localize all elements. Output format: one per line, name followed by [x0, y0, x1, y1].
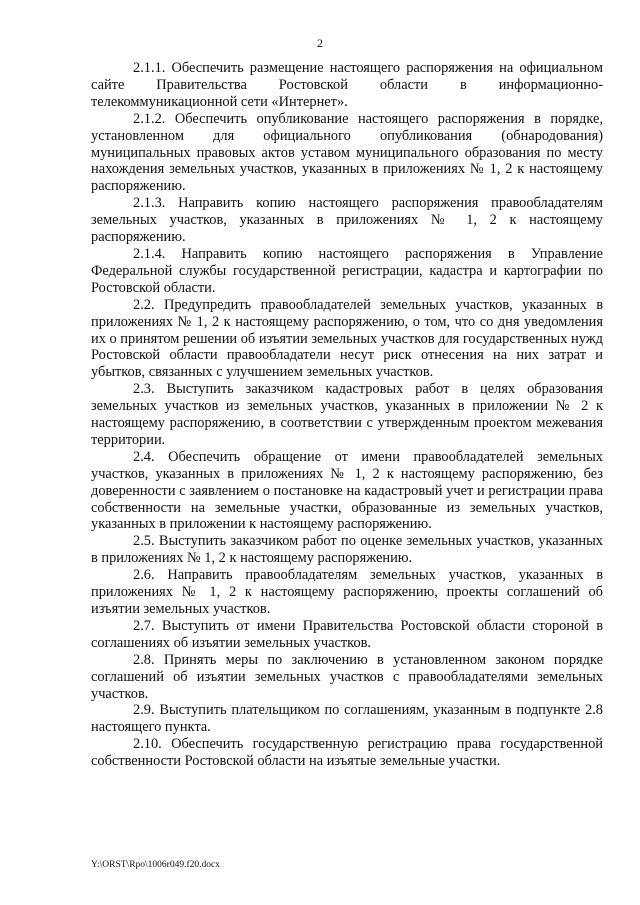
page-number: 2	[317, 36, 323, 50]
paragraph-2-4: 2.4. Обеспечить обращение от имени правообладателей земельных участков, указанных в приложениях № 1, 2 к настоящему распоряжению, без доверенности с заявлением о постановке на кадастровый учет и регистрации права собственности на земельные участки, образованные из земельных участков, указанных в приложении к настоящему распоряжению.	[91, 448, 603, 533]
paragraph-2-3: 2.3. Выступить заказчиком кадастровых работ в целях образования земельных участков из земельных участков, указанных в приложении № 2 к настоящему распоряжению, в соответствии с утвержденным проектом межевания территории.	[91, 381, 603, 448]
paragraph-2-6: 2.6. Направить правообладателям земельных участков, указанных в приложениях № 1, 2 к настоящему распоряжению, проекты соглашений об изъятии земельных участков.	[91, 567, 603, 617]
paragraph-2-8: 2.8. Принять меры по заключению в установленном законом порядке соглашений об изъятии земельных участков с правообладателями земельных участков.	[91, 651, 603, 702]
paragraph-2-1-1: 2.1.1. Обеспечить размещение настоящего распоряжения на официальном сайте Правительства Ростовской области в информационно-телекоммуникационной сети «Интернет».	[91, 60, 603, 110]
paragraph-2-5: 2.5. Выступить заказчиком работ по оценке земельных участков, указанных в приложениях № 1, 2 к настоящему распоряжению.	[91, 533, 603, 567]
paragraph-2-1-2: 2.1.2. Обеспечить опубликование настоящего распоряжения в порядке, установленном для официального опубликования (обнародования) муниципальных правовых актов уставом муниципального образования по месту нахождения земельных участков, указанных в приложениях № 1, 2 к настоящему распоряжению.	[91, 110, 603, 195]
document-body	[91, 60, 603, 770]
paragraph-2-10: 2.10. Обеспечить государственную регистрацию права государственной собственности Ростовской области на изъятые земельные участки.	[91, 736, 603, 770]
paragraph-2-9: 2.9. Выступить плательщиком по соглашениям, указанным в подпункте 2.8 настоящего пункта.	[91, 702, 603, 736]
paragraph-2-7: 2.7. Выступить от имени Правительства Ростовской области стороной в соглашениях об изъятии земельных участков.	[91, 617, 603, 651]
paragraph-2-1-4: 2.1.4. Направить копию настоящего распоряжения в Управление Федеральной службы государственной регистрации, кадастра и картографии по Ростовской области.	[91, 245, 603, 296]
paragraph-2-2: 2.2. Предупредить правообладателей земельных участков, указанных в приложениях № 1, 2 к настоящему распоряжению, о том, что со дня уведомления их о принятом решении об изъятии земельных участков для государственных нужд Ростовской области правообладатели несут риск отнесения на них затрат и убытков, связанных с улучшением земельных участков.	[91, 296, 603, 381]
paragraph-2-1-3: 2.1.3. Направить копию настоящего распоряжения правообладателям земельных участков, указанных в приложениях № 1, 2 к настоящему распоряжению.	[91, 195, 603, 246]
footer-file-path: Y:\ORST\Rpo\1006r049.f20.docx	[91, 860, 220, 870]
